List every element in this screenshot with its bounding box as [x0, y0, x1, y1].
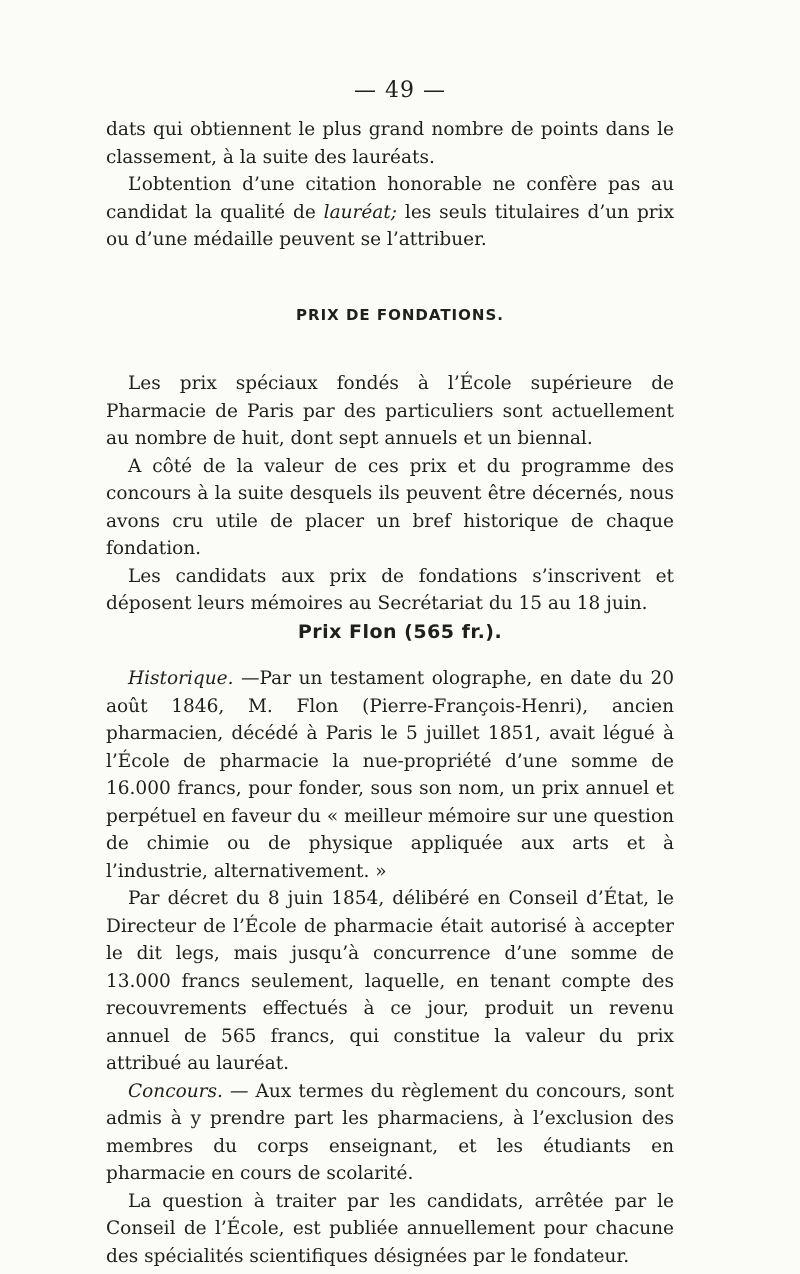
emphasis: Historique. — [128, 668, 234, 689]
paragraph: L’obtention d’une citation honorable ne confère pas au candidat la qualité de lauréat; les seuls titulaires d’un prix ou d’une médaille peuvent se l’attribuer. — [106, 174, 675, 250]
paragraph: Les candidats aux prix de fondations s’inscrivent et déposent leurs mémoires au Secrétariat du 15 au 18 juin. — [106, 565, 674, 614]
paragraph: A côté de la valeur de ces prix et du programme des concours à la suite desquels ils peuvent être décernés, nous avons cru utile de placer un bref historique de chaque fondation. — [106, 455, 674, 559]
paragraph: dats qui obtiennent le plus grand nombre de points dans le classement, à la suite des lauréats. — [106, 119, 674, 168]
paragraph: Les prix spéciaux fondés à l’École supérieure de Pharmacie de Paris par des particuliers sont actuellement au nombre de huit, dont sept annuels et un biennal. — [106, 373, 674, 449]
paragraph: Historique. —Par un testament olographe, en date du 20 août 1846, M. Flon (Pierre-François-Henri), ancien pharmacien, décédé à Paris le 5 juillet 1851, avait légué à l’École de pharmacie la nue-propriété d’une somme de 16.000 francs, pour fonder, sous son nom, un prix annuel et perpétuel en faveur du « meilleur mémoire sur une question de chimie ou de physique appliquée aux arts et à l’industrie, alternativement. » — [106, 668, 674, 882]
paragraph: Par décret du 8 juin 1854, délibéré en Conseil d’État, le Directeur de l’École de pharmacie était autorisé à accepter le dit legs, mais jusqu’à concurrence d’une somme de 13.000 francs seulement, laquelle, en tenant compte des recouvrements effectués à ce jour, produit un revenu annuel de 565 francs, qui constitue la valeur du prix attribué au lauréat. — [106, 888, 674, 1074]
emphasis: Concours. — [128, 1080, 223, 1102]
top-text-block — [106, 116, 674, 254]
paragraph: La question à traiter par les candidats, arrêtée par le Conseil de l’École, est publiée annuellement pour chacune des spécialités scientifiques désignées par le fondateur. — [106, 1190, 674, 1267]
section-title: PRIX DE FONDATIONS. — [296, 306, 504, 324]
prix-flon-text-block — [106, 665, 674, 1270]
fondations-text-block — [106, 370, 674, 618]
emphasis: lauréat; — [323, 201, 398, 223]
page-number: — 49 — — [354, 78, 446, 103]
prize-title: Prix Flon (565 fr.). — [297, 621, 503, 643]
paragraph: Concours. — Aux termes du règlement du concours, sont admis à y prendre part les pharmaciens, à l’exclusion des membres du corps enseignant, et les étudiants en pharmacie en cours de scolarité. — [106, 1080, 674, 1184]
